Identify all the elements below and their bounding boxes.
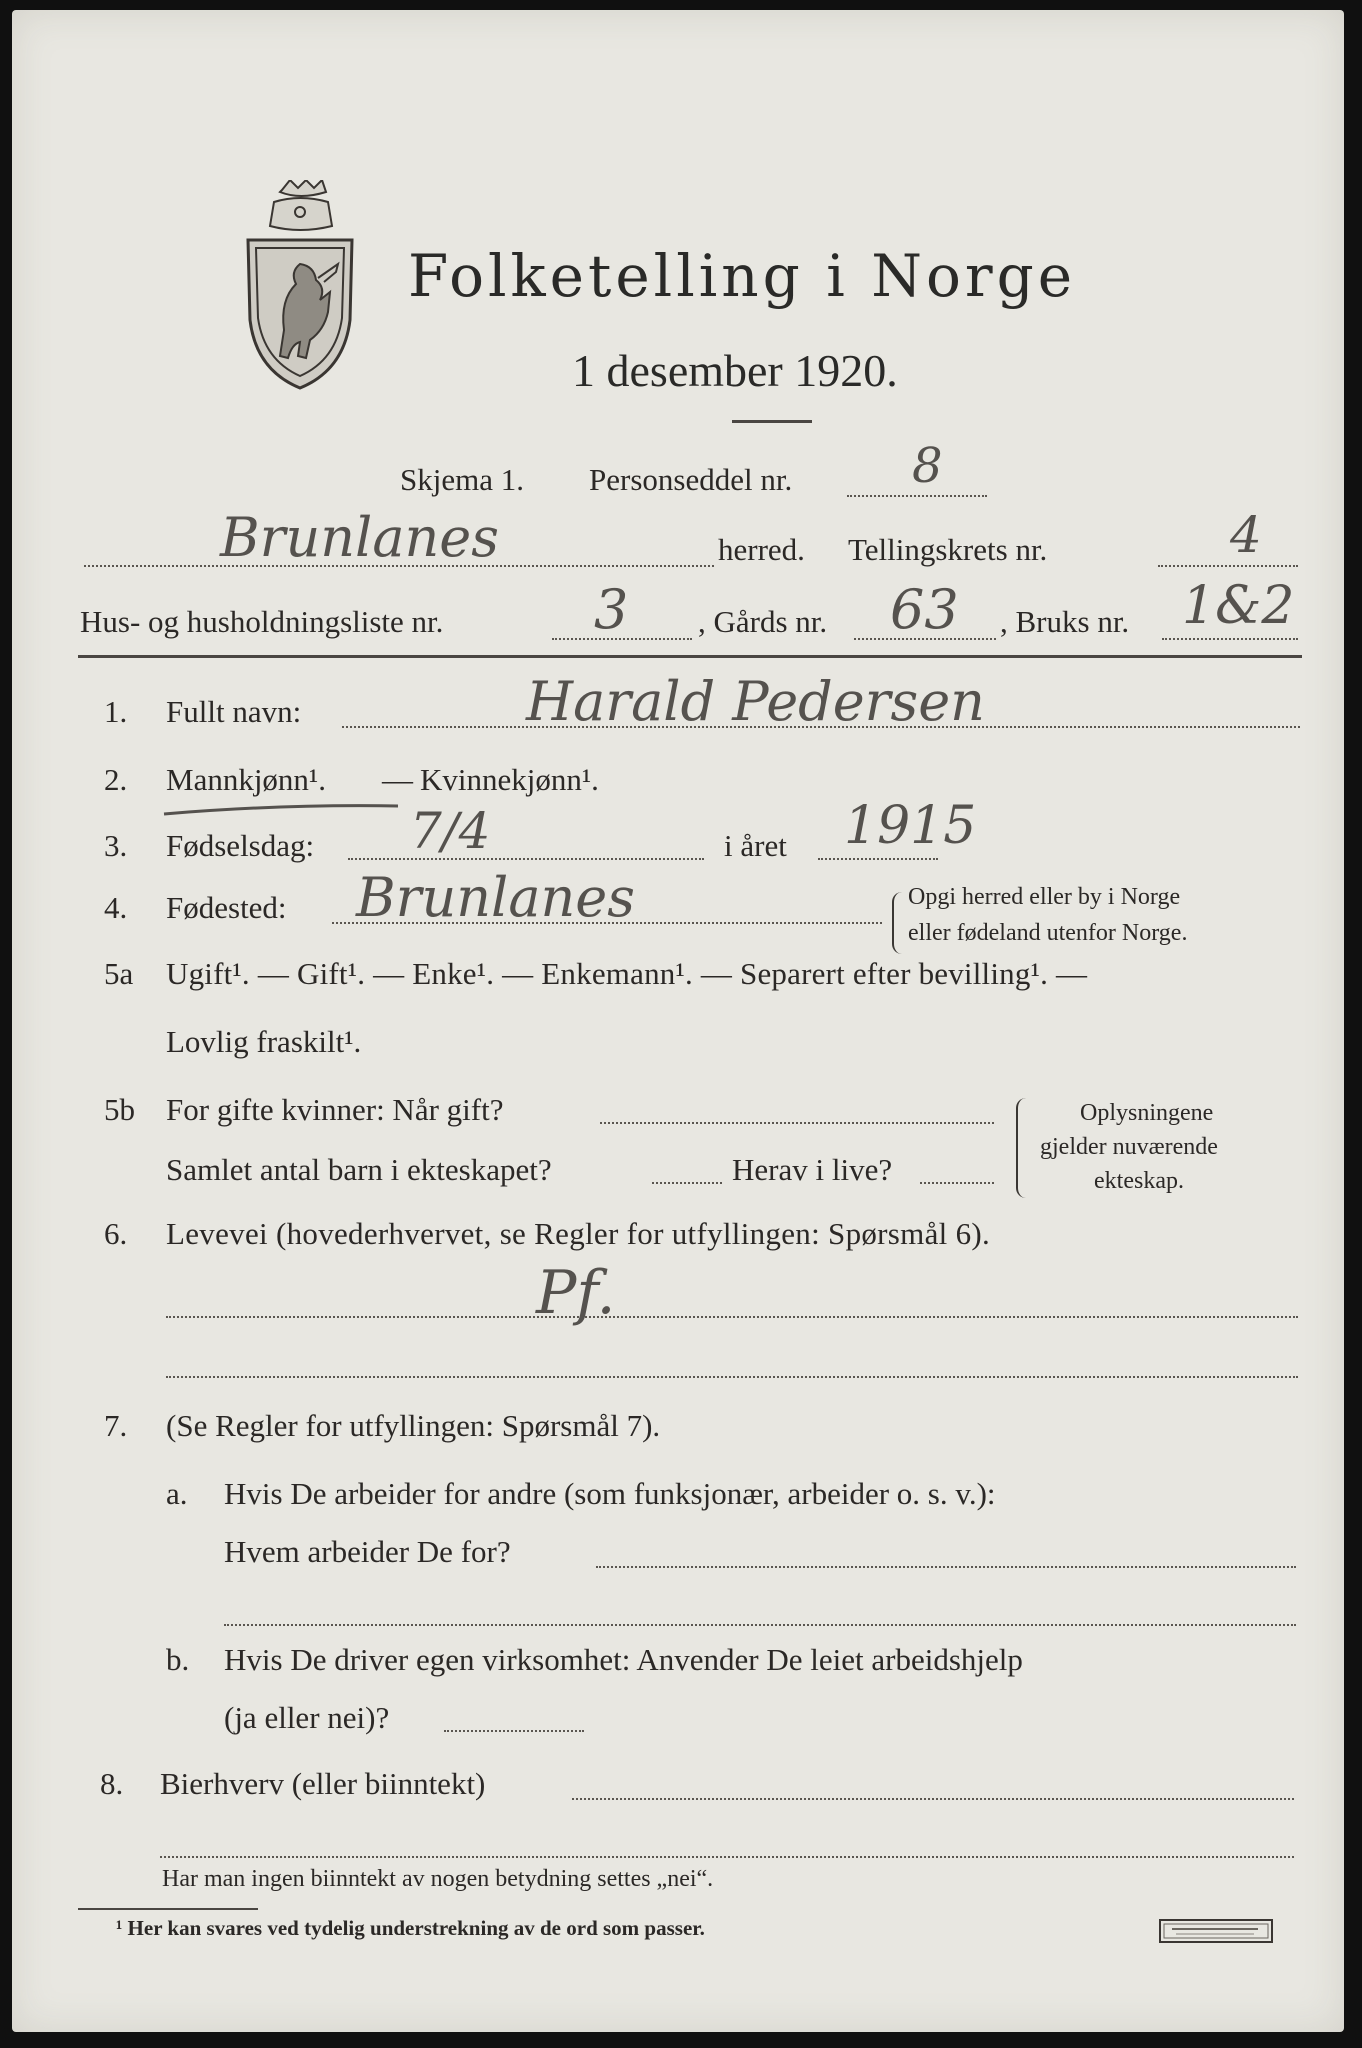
tellingskrets-field[interactable] [1158, 565, 1298, 567]
sex-male-option[interactable]: Mannkjønn¹. [166, 762, 326, 797]
q7b-line1: Hvis De driver egen virksomhet: Anvender De leiet arbeidshjelp [224, 1642, 1023, 1677]
when-married-field[interactable] [600, 1122, 994, 1124]
q1-number: 1. [104, 694, 128, 729]
page-subtitle: 1 desember 1920. [572, 345, 898, 396]
gards-label: , Gårds nr. [698, 604, 828, 639]
when-married-label: For gifte kvinner: Når gift? [166, 1092, 504, 1127]
birth-year-value: 1915 [844, 796, 977, 856]
birthdate-value: 7/4 [410, 802, 491, 860]
bruks-label: , Bruks nr. [1000, 604, 1130, 639]
full-name-value: Harald Pedersen [526, 670, 985, 733]
children-count-field[interactable] [652, 1182, 722, 1184]
title-divider [732, 420, 812, 423]
hired-help-field[interactable] [444, 1730, 584, 1732]
footnote-divider [78, 1908, 258, 1910]
personseddel-field[interactable] [847, 495, 987, 497]
personseddel-label: Personseddel nr. [589, 462, 793, 497]
occupation-field-line1[interactable] [166, 1316, 1298, 1318]
q7a-line2: Hvem arbeider De for? [224, 1534, 511, 1569]
employer-field-line1[interactable] [596, 1566, 1296, 1568]
birthdate-field[interactable] [348, 858, 704, 860]
q7b-letter: b. [166, 1642, 190, 1677]
q3-number: 3. [104, 828, 128, 863]
q3-label: Fødselsdag: [166, 828, 315, 863]
q7b-line2: (ja eller nei)? [224, 1700, 390, 1735]
marriage-note-line2: gjelder nuværende [1040, 1134, 1218, 1160]
q5a-number: 5a [104, 956, 134, 991]
employer-field-line2[interactable] [224, 1624, 1296, 1626]
hus-label: Hus- og husholdningsliste nr. [80, 604, 444, 639]
children-alive-label: Herav i live? [732, 1152, 893, 1187]
q7a-line1: Hvis De arbeider for andre (som funksjonær, arbeider o. s. v.): [224, 1476, 996, 1511]
footnote: ¹ Her kan svares ved tydelig understrekning av de ord som passer. [116, 1916, 705, 1940]
page-title: Folketelling i Norge [408, 242, 1077, 310]
side-income-field-line2[interactable] [160, 1856, 1294, 1858]
norwegian-lion-coat-of-arms-icon [240, 180, 360, 392]
side-income-note: Har man ingen biinntekt av nogen betydning settes „nei“. [162, 1866, 714, 1892]
marriage-note-line3: ekteskap. [1094, 1168, 1184, 1194]
children-count-label: Samlet antal barn i ekteskapet? [166, 1152, 552, 1187]
q1-label: Fullt navn: [166, 694, 302, 729]
tellingskrets-value: 4 [1230, 506, 1262, 564]
q6-label: Levevei (hovederhvervet, se Regler for utfyllingen: Spørsmål 6). [166, 1216, 991, 1251]
q6-number: 6. [104, 1216, 128, 1251]
q8-label: Bierhverv (eller biinntekt) [160, 1766, 486, 1801]
q2-number: 2. [104, 762, 128, 797]
q7a-letter: a. [166, 1476, 188, 1511]
q7-label: (Se Regler for utfyllingen: Spørsmål 7). [166, 1408, 661, 1443]
children-alive-field[interactable] [920, 1182, 994, 1184]
gards-value: 63 [890, 578, 959, 641]
header-divider [78, 655, 1302, 658]
tellingskrets-label: Tellingskrets nr. [848, 532, 1048, 567]
sex-separator: — [382, 762, 413, 797]
marital-status-options[interactable]: Ugift¹. — Gift¹. — Enke¹. — Enkemann¹. — Separert efter bevilling¹. — [166, 956, 1088, 991]
bruks-field[interactable] [1162, 638, 1298, 640]
birthplace-value: Brunlanes [356, 866, 635, 929]
side-income-field-line1[interactable] [572, 1798, 1294, 1800]
marriage-note-brace [1016, 1098, 1028, 1198]
q8-number: 8. [100, 1766, 124, 1801]
birthplace-note-brace [892, 892, 904, 954]
marriage-note-line1: Oplysningene [1080, 1100, 1214, 1126]
birthplace-note-line1: Opgi herred eller by i Norge [908, 884, 1181, 910]
census-form-page [12, 10, 1344, 2032]
hus-value: 3 [594, 578, 629, 641]
sex-female-option[interactable]: Kvinnekjønn¹. [420, 762, 599, 797]
divorced-option[interactable]: Lovlig fraskilt¹. [166, 1024, 362, 1059]
printer-stamp-icon [1158, 1918, 1274, 1944]
q4-number: 4. [104, 890, 128, 925]
occupation-value: Pf. [536, 1258, 616, 1328]
birthplace-note-line2: eller fødeland utenfor Norge. [908, 920, 1188, 946]
bruks-value: 1&2 [1182, 576, 1295, 636]
male-underline-mark [162, 800, 402, 820]
q5b-number: 5b [104, 1092, 135, 1127]
q4-label: Fødested: [166, 890, 287, 925]
herred-label: herred. [718, 532, 805, 567]
year-label: i året [724, 828, 787, 863]
birth-year-field[interactable] [818, 858, 938, 860]
occupation-field-line2[interactable] [166, 1376, 1298, 1378]
q7-number: 7. [104, 1408, 128, 1443]
herred-value: Brunlanes [220, 506, 499, 569]
skjema-label: Skjema 1. [400, 462, 524, 497]
personseddel-value: 8 [912, 438, 943, 494]
